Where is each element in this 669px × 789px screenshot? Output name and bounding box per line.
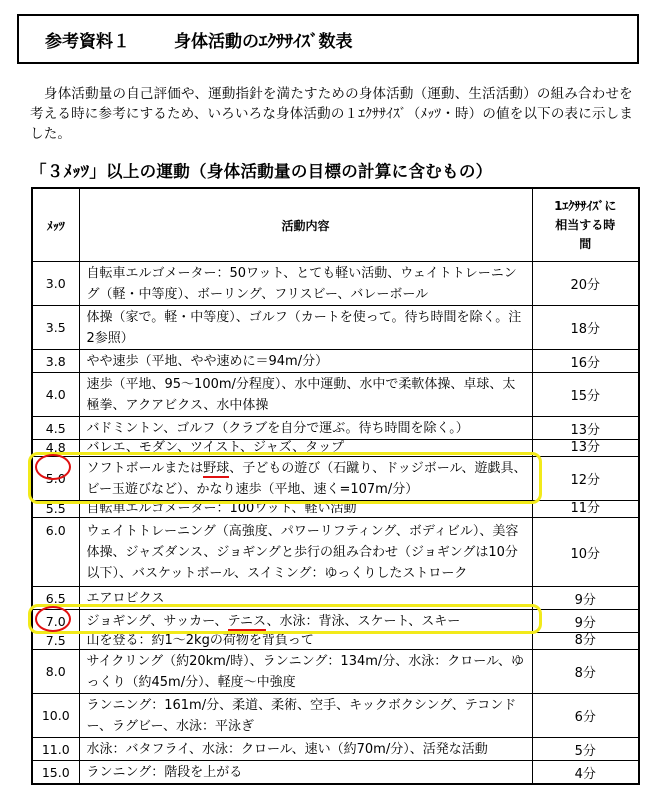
activity-text: 体操（家で。軽・中等度）、ゴルフ（カートを使って。待ち時間を除く。注2参照）	[79, 306, 532, 350]
time-value: 9分	[532, 587, 639, 610]
time-value: 11分	[532, 501, 639, 518]
page-title: 身体活動のｴｸｻｻｲｽﾞ数表	[174, 31, 353, 52]
time-value: 13分	[532, 417, 639, 440]
activity-text: バレエ、モダン、ツイスト、ジャズ、タップ	[79, 440, 532, 457]
mets-value: 4.8	[32, 440, 79, 457]
header-time	[532, 188, 639, 262]
table-row	[32, 350, 639, 373]
activity-text: ウェイトトレーニング（高強度、パワーリフティング、ボディビル）、美容体操、ジャズダンス、ジョギングと歩行の組み合わせ（ジョギングは10分以下）、バスケットボール、スイミング：ゆっくりしたストローク	[79, 518, 532, 587]
underlined-term: 野球	[203, 460, 230, 476]
section-heading: 「３ﾒｯﾂ」以上の運動（身体活動量の目標の計算に含むもの）	[30, 162, 493, 181]
time-value: 13分	[532, 440, 639, 457]
header-time-line1: 1ｴｸｻｻｲｽﾞに	[554, 198, 617, 213]
activity-text-part: 、水泳：背泳、スケート、スキー	[266, 613, 461, 629]
time-value: 9分	[532, 610, 639, 633]
activity-text-part: ソフトボールまたは	[86, 460, 204, 476]
page-title-box	[17, 14, 639, 64]
mets-value: 11.0	[32, 738, 79, 761]
time-value: 20分	[532, 262, 639, 306]
time-value: 18分	[532, 306, 639, 350]
activity-text-part: 、子どもの遊び（石蹴り、ドッジボール、遊戯具、ビー玉遊びなど）、かなり速歩（平地、速く=107m/分）	[86, 460, 527, 497]
table-row	[32, 694, 639, 738]
table-row	[32, 761, 639, 785]
activity-text: エアロビクス	[79, 587, 532, 610]
activity-text: ランニング：階段を上がる	[79, 761, 532, 785]
table-header-row	[32, 188, 639, 262]
header-activity: 活動内容	[79, 188, 532, 262]
mets-value: 5.5	[32, 501, 79, 518]
time-value: 12分	[532, 457, 639, 501]
activity-text-part: ジョギング、サッカー、	[86, 613, 228, 629]
table-row	[32, 501, 639, 518]
mets-value: 7.0	[32, 610, 79, 633]
table-row	[32, 738, 639, 761]
activity-text: ランニング：161m/分、柔道、柔術、空手、キックボクシング、テコンドー、ラグビー、水泳：平泳ぎ	[79, 694, 532, 738]
mets-value: 5.0	[32, 457, 79, 501]
activity-text	[79, 610, 532, 633]
table-row	[32, 633, 639, 650]
mets-value: 15.0	[32, 761, 79, 785]
table-row	[32, 373, 639, 417]
mets-value: 6.5	[32, 587, 79, 610]
mets-value: 6.0	[32, 518, 79, 587]
reference-label: 参考資料１	[45, 31, 130, 52]
table-row	[32, 587, 639, 610]
table-row	[32, 650, 639, 694]
mets-value: 3.8	[32, 350, 79, 373]
mets-value: 3.5	[32, 306, 79, 350]
activity-text: サイクリング（約20km/時）、ランニング：134m/分、水泳：クロール、ゆっくり（約45m/分）、軽度～中強度	[79, 650, 532, 694]
mets-table	[31, 187, 640, 785]
intro-paragraph: 身体活動量の自己評価や、運動指針を満たすための身体活動（運動、生活活動）の組み合わせを考える時に参考にするため、いろいろな身体活動の１ｴｸｻｻｲｽﾞ（ﾒｯﾂ・時）の値を以下の表に示しました。	[30, 86, 634, 142]
time-value: 8分	[532, 650, 639, 694]
mets-value: 7.5	[32, 633, 79, 650]
time-value: 5分	[532, 738, 639, 761]
table-row	[32, 440, 639, 457]
activity-text: 水泳：バタフライ、水泳：クロール、速い（約70m/分）、活発な活動	[79, 738, 532, 761]
header-time-line2: 相当する時	[555, 217, 616, 232]
table-row	[32, 457, 639, 501]
activity-text: やや速歩（平地、やや速めに＝94m/分）	[79, 350, 532, 373]
time-value: 8分	[532, 633, 639, 650]
activity-text: 速歩（平地、95～100m/分程度）、水中運動、水中で柔軟体操、卓球、太極拳、アクアビクス、水中体操	[79, 373, 532, 417]
underlined-term: テニス	[227, 613, 267, 629]
activity-text	[79, 457, 532, 501]
activity-text: 自転車エルゴメーター：50ワット、とても軽い活動、ウェイトトレーニング（軽・中等度）、ボーリング、フリスビー、バレーボール	[79, 262, 532, 306]
activity-text: 山を登る：約1～2kgの荷物を背負って	[79, 633, 532, 650]
time-value: 15分	[532, 373, 639, 417]
table-row	[32, 306, 639, 350]
table-row	[32, 610, 639, 633]
mets-value: 10.0	[32, 694, 79, 738]
time-value: 6分	[532, 694, 639, 738]
time-value: 10分	[532, 518, 639, 587]
table-row	[32, 417, 639, 440]
mets-value: 8.0	[32, 650, 79, 694]
table-row	[32, 518, 639, 587]
activity-text: 自転車エルゴメーター：100ワット、軽い活動	[79, 501, 532, 518]
table-row	[32, 262, 639, 306]
mets-value: 4.0	[32, 373, 79, 417]
mets-value: 4.5	[32, 417, 79, 440]
header-mets: ﾒｯﾂ	[32, 188, 79, 262]
mets-value: 3.0	[32, 262, 79, 306]
activity-text: バドミントン、ゴルフ（クラブを自分で運ぶ。待ち時間を除く。）	[79, 417, 532, 440]
time-value: 4分	[532, 761, 639, 785]
time-value: 16分	[532, 350, 639, 373]
header-time-line3: 間	[579, 236, 592, 251]
